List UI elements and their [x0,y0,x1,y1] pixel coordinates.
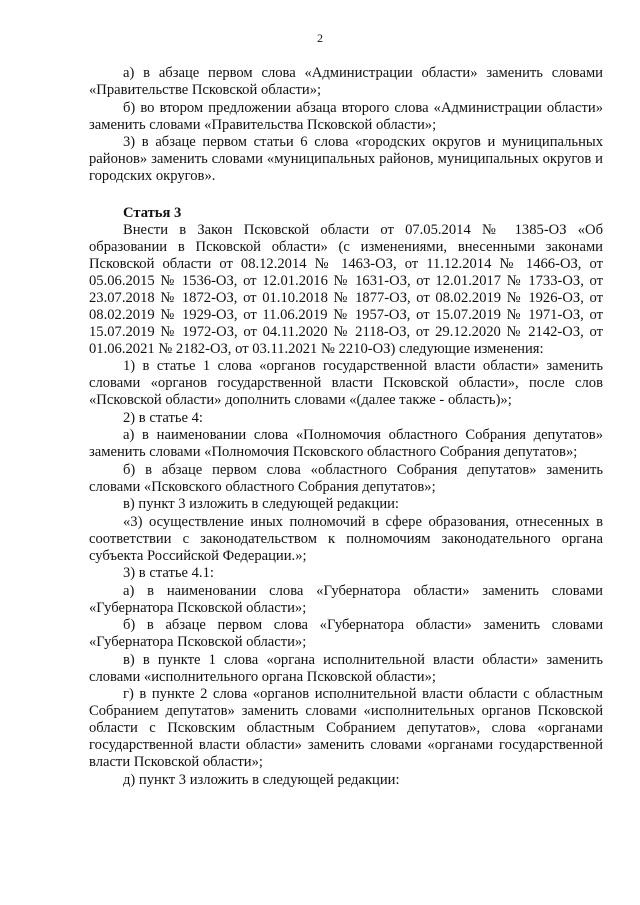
paragraph: б) во втором предложении абзаца второго слова «Администрации области» заменить словами «Правительства Псковской области»; [89,99,603,133]
paragraph: д) пункт 3 изложить в следующей редакции: [123,771,400,788]
paragraph: б) в абзаце первом слова «Губернатора области» заменить словами «Губернатора Псковской области»; [89,617,603,650]
paragraph: 1) в статье 1 слова «органов государственной власти области» заменить словами «органов государственной власти Псковской области», после слов «Псковской области» дополнить словами «(далее также - область)»; [89,358,603,408]
paragraph: Внести в Закон Псковской области от 07.05.2014 № 1385-ОЗ «Об образовании в Псковской области» (с изменениями, внесенными законами Псковской области от 08.12.2014 № 1463-ОЗ, от 11.12.2014 № 1466-ОЗ, от 05.06.2015 № 1536-ОЗ, от 12.01.2016 № 1631-ОЗ, от 12.01.2017 № 1733-ОЗ, от 23.07.2018 № 1872-ОЗ, от 01.10.2018 № 1877-ОЗ, от 08.02.2019 № 1926-ОЗ, от 08.02.2019 № 1929-ОЗ, от 11.06.2019 № 1957-ОЗ, от 15.07.2019 № 1971-ОЗ, от 15.07.2019 № 1972-ОЗ, от 04.11.2020 № 2118-ОЗ, от 29.12.2020 № 2142-ОЗ, от 01.06.2021 № 2182-ОЗ, от 03.11.2021 № 2210-ОЗ) следующие изменения: [89,221,603,357]
spacer [89,186,603,205]
paragraph: а) в наименовании слова «Губернатора области» заменить словами «Губернатора Псковской области»; [89,582,603,616]
paragraph: б) в абзаце первом слова «областного Собрания депутатов» заменить словами «Псковского областного Собрания депутатов»; [89,461,603,495]
paragraph: 3) в статье 4.1: [123,565,214,581]
paragraph: а) в наименовании слова «Полномочия областного Собрания депутатов» заменить словами «Полномочия Псковского областного Собрания депутатов»; [89,427,603,460]
document-body [89,65,603,789]
paragraph: 3) в абзаце первом статьи 6 слова «городских округов и муниципальных районов» заменить словами «муниципальных районов, муниципальных округов и городских округов». [89,134,603,184]
paragraph: 2) в статье 4: [123,409,203,426]
paragraph: г) в пункте 2 слова «органов исполнительной власти области с областным Собранием депутатов» заменить словами «исполнительных органов Псковской области с Псковским областным Собранием депутатов», слова «органами государственной власти области» заменить словами «органами государственной власти Псковской области»; [89,686,603,770]
paragraph: в) в пункте 1 слова «органа исполнительной власти области» заменить словами «исполнительного органа Псковской области»; [89,651,603,685]
page-number: 2 [317,31,323,45]
paragraph: «3) осуществление иных полномочий в сфере образования, отнесенных в соответствии с законодательством к полномочиям законодательного органа субъекта Российской Федерации.»; [89,513,603,564]
article-heading: Статья 3 [123,204,182,221]
paragraph: в) пункт 3 изложить в следующей редакции: [123,496,399,512]
paragraph: а) в абзаце первом слова «Администрации области» заменить словами «Правительстве Псковской области»; [89,65,603,98]
